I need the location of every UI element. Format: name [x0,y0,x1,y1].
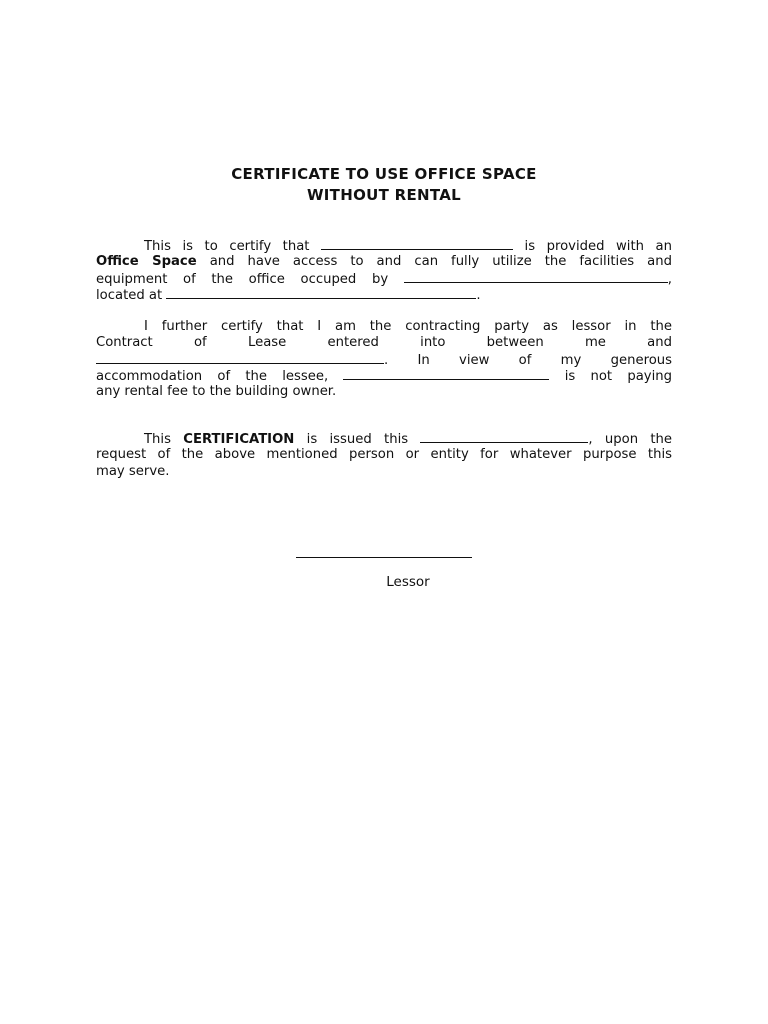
blank-field-date [420,431,588,443]
certification-term: CERTIFICATION [183,432,295,447]
blank-field-lessee-name [343,368,549,380]
document-title-line-2: WITHOUT RENTAL [306,186,462,204]
blank-field-occupant [404,271,668,283]
office-space-term: Office Space [96,254,197,270]
signature-line [296,557,472,558]
paragraph-line: equipment of the office occuped by , [96,271,672,287]
paragraph-line: This CERTIFICATION is issued this , upon the [144,432,673,447]
paragraph-line: Contract of Lease entered into between me and [96,335,672,351]
paragraph-line: Office Space and have access to and can fully utilize the facilities and [96,254,672,270]
signature-label: Lessor [386,574,430,590]
blank-field-location [166,287,476,299]
paragraph-line: located at . [96,287,481,303]
paragraph-line: accommodation of the lessee, is not paying [96,368,672,384]
paragraph-line: may serve. [96,463,170,479]
paragraph-line: . In view of my generous [96,352,672,368]
blank-field-lessee [96,352,384,364]
paragraph-lessor [96,319,672,400]
paragraph-certification [96,431,672,480]
paragraph-line: This is to certify that is provided with an [144,239,672,254]
paragraph-line: I further certify that I am the contracting party as lessor in the [144,319,672,334]
paragraph-line: request of the above mentioned person or entity for whatever purpose this [96,447,672,463]
paragraph-provision [96,238,672,303]
paragraph-line: any rental fee to the building owner. [96,384,337,400]
blank-field-entity [321,238,513,250]
document-title-line-1: CERTIFICATE TO USE OFFICE SPACE [231,165,537,183]
